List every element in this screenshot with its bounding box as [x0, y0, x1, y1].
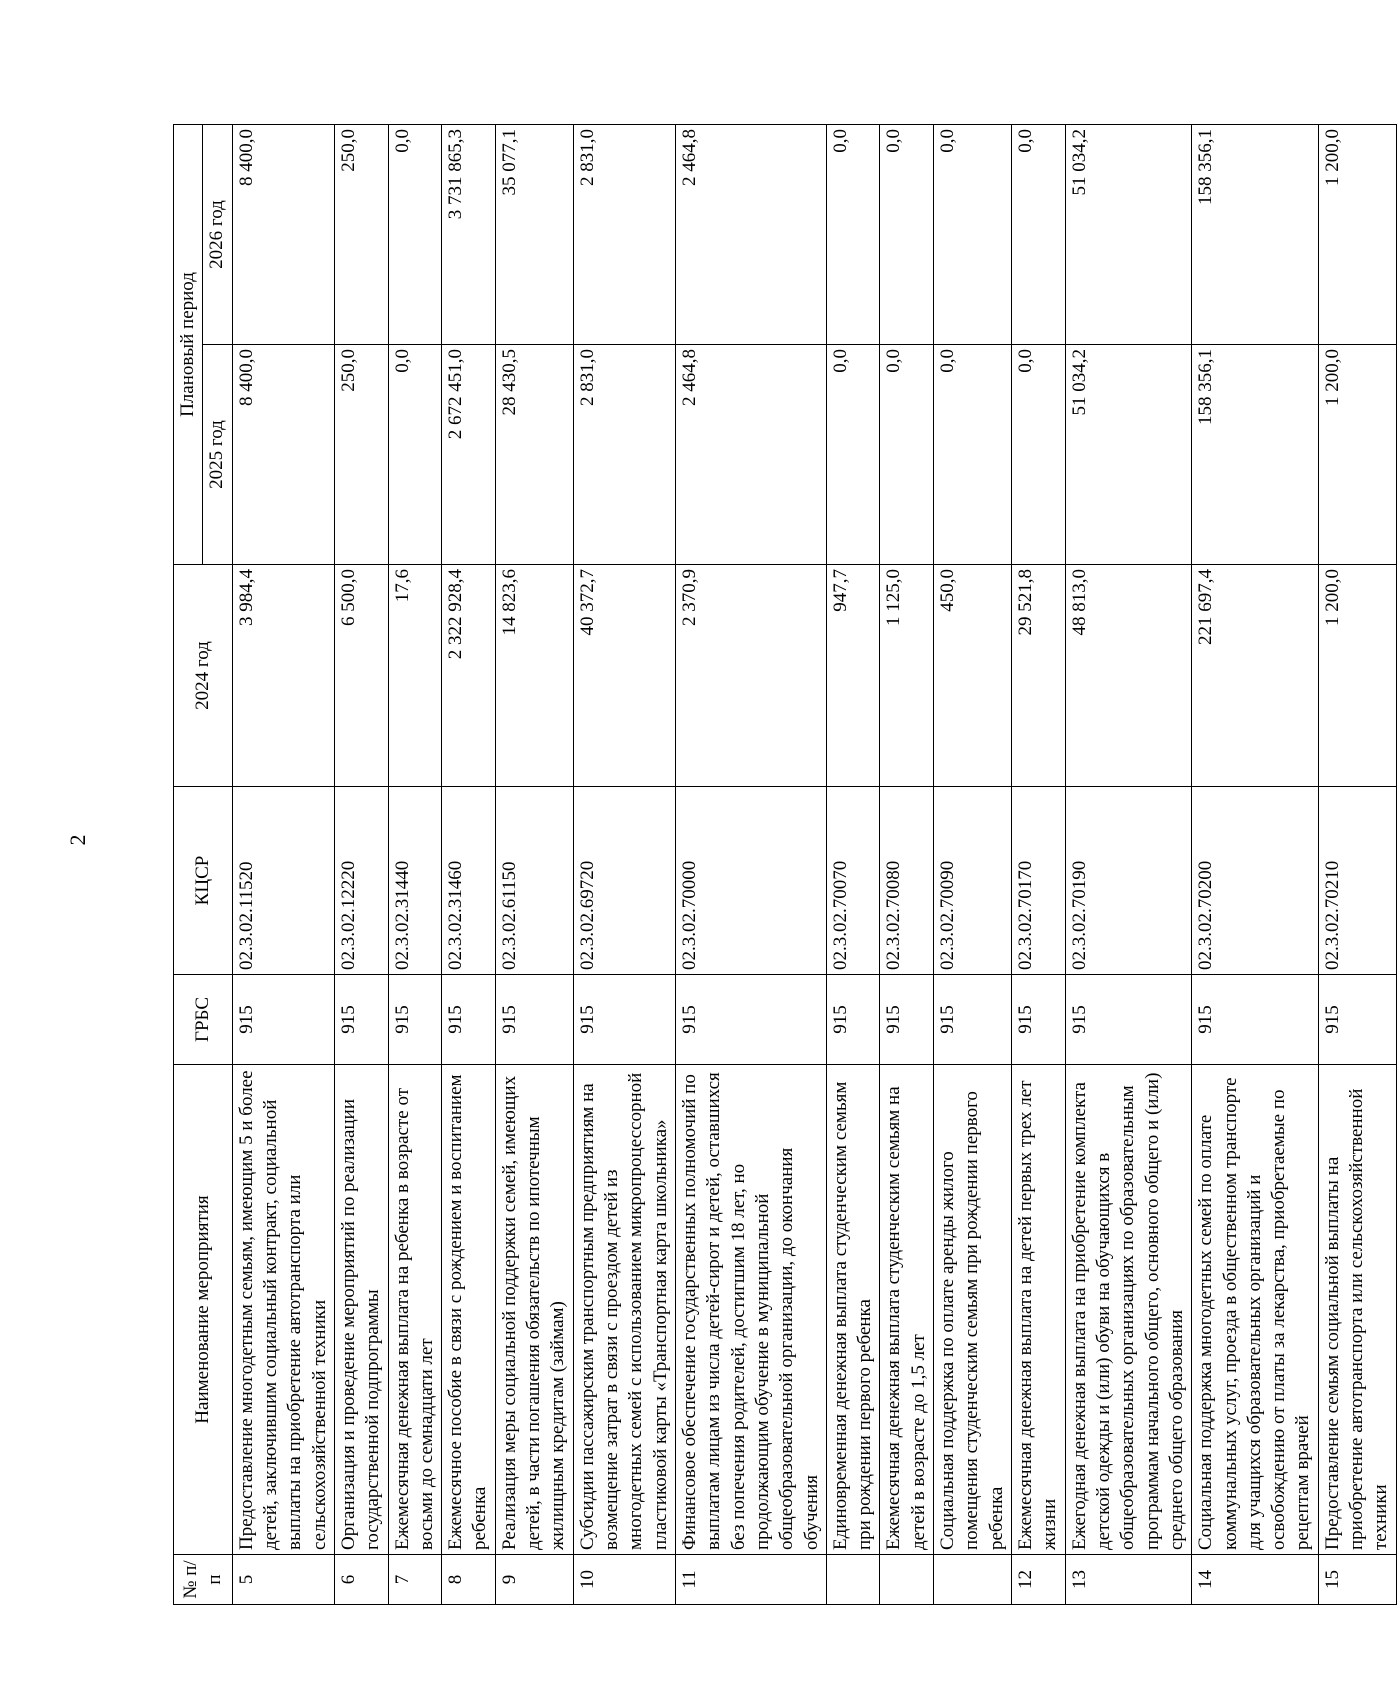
- row-num: 11: [675, 1555, 826, 1605]
- row-name: Социальная поддержка по оплате аренды жилого помещения студенческим семьям при рождении первого ребенка: [934, 1065, 1012, 1555]
- row-value-2025: 8 400,0: [232, 345, 334, 565]
- row-name: Субсидии пассажирским транспортным предприятиям на возмещение затрат в связи с проездом детей из многодетных семей с использованием микропроцессорной пластиковой карты «Транспортная карта школьника»: [573, 1065, 675, 1555]
- table-row: [232, 124, 334, 1604]
- row-value-2025: 0,0: [934, 345, 1012, 565]
- row-num: 5: [232, 1555, 334, 1605]
- row-value-2025: 1 200,0: [1318, 345, 1396, 565]
- row-value-2025: 2 464,8: [675, 345, 826, 565]
- table-row: [1318, 124, 1396, 1604]
- table-row: [388, 124, 442, 1604]
- row-name: Единовременная денежная выплата студенческим семьям при рождении первого ребенка: [826, 1065, 880, 1555]
- row-name: Ежемесячная денежная выплата на ребенка в возрасте от восьми до семнадцати лет: [388, 1065, 442, 1555]
- row-kcsr: 02.3.02.70170: [1012, 787, 1066, 975]
- header-2024: 2024 год: [174, 565, 233, 787]
- row-kcsr: 02.3.02.70000: [675, 787, 826, 975]
- row-value-2026: 51 034,2: [1065, 124, 1192, 344]
- row-value-2025: 2 831,0: [573, 345, 675, 565]
- row-grbs: 915: [1192, 975, 1319, 1065]
- row-num: 10: [573, 1555, 675, 1605]
- row-kcsr: 02.3.02.31460: [442, 787, 496, 975]
- row-num: [934, 1555, 1012, 1605]
- row-num: 7: [388, 1555, 442, 1605]
- row-value-2025: 158 356,1: [1192, 345, 1319, 565]
- row-grbs: 915: [334, 975, 388, 1065]
- row-num: 13: [1065, 1555, 1192, 1605]
- row-num: 14: [1192, 1555, 1319, 1605]
- row-value-2025: 51 034,2: [1065, 345, 1192, 565]
- table-row: [880, 124, 934, 1604]
- table-row: [675, 124, 826, 1604]
- row-value-2026: 250,0: [334, 124, 388, 344]
- row-value-2025: 2 672 451,0: [442, 345, 496, 565]
- row-grbs: 915: [934, 975, 1012, 1065]
- row-grbs: 915: [573, 975, 675, 1065]
- row-num: 15: [1318, 1555, 1396, 1605]
- table-header-row: [174, 124, 203, 1604]
- row-value-2026: 2 831,0: [573, 124, 675, 344]
- row-value-2025: 0,0: [388, 345, 442, 565]
- row-value-2026: 158 356,1: [1192, 124, 1319, 344]
- table-row: [1192, 124, 1319, 1604]
- table-row: [1065, 124, 1192, 1604]
- row-grbs: 915: [442, 975, 496, 1065]
- row-name: Предоставление многодетным семьям, имеющим 5 и более детей, заключившим социальный контракт, социальной выплаты на приобретение автотранспорта или сельскохозяйственной техники: [232, 1065, 334, 1555]
- row-value-2026: 0,0: [934, 124, 1012, 344]
- row-value-2026: 8 400,0: [232, 124, 334, 344]
- row-num: 12: [1012, 1555, 1066, 1605]
- row-value-2025: 0,0: [1012, 345, 1066, 565]
- row-value-2024: 48 813,0: [1065, 565, 1192, 787]
- row-num: [826, 1555, 880, 1605]
- row-value-2024: 17,6: [388, 565, 442, 787]
- row-name: Финансовое обеспечение государственных полномочий по выплатам лицам из числа детей-сирот и детей, оставшихся без попечения родителей, достигшим 18 лет, но продолжающим обучение в муниципальной общеобразовательной организации, до окончания обучения: [675, 1065, 826, 1555]
- header-grbs: ГРБС: [174, 975, 233, 1065]
- row-kcsr: 02.3.02.70080: [880, 787, 934, 975]
- row-grbs: 915: [232, 975, 334, 1065]
- row-num: 8: [442, 1555, 496, 1605]
- row-kcsr: 02.3.02.70190: [1065, 787, 1192, 975]
- row-value-2024: 29 521,8: [1012, 565, 1066, 787]
- row-value-2026: 3 731 865,3: [442, 124, 496, 344]
- row-grbs: 915: [826, 975, 880, 1065]
- row-kcsr: 02.3.02.70200: [1192, 787, 1319, 975]
- row-num: 9: [495, 1555, 573, 1605]
- row-value-2026: 2 464,8: [675, 124, 826, 344]
- row-kcsr: 02.3.02.11520: [232, 787, 334, 975]
- row-kcsr: 02.3.02.61150: [495, 787, 573, 975]
- row-value-2026: 35 077,1: [495, 124, 573, 344]
- table-row: [573, 124, 675, 1604]
- row-grbs: 915: [1012, 975, 1066, 1065]
- row-kcsr: 02.3.02.31440: [388, 787, 442, 975]
- header-plan-period: Плановый период: [174, 124, 203, 564]
- table-body: [232, 124, 1396, 1604]
- row-value-2024: 6 500,0: [334, 565, 388, 787]
- row-name: Ежемесячная денежная выплата студенческим семьям на детей в возрасте до 1,5 лет: [880, 1065, 934, 1555]
- row-value-2025: 0,0: [880, 345, 934, 565]
- row-name: Ежегодная денежная выплата на приобретение комплекта детской одежды и (или) обуви на обучающихся в общеобразовательных организациях по образовательным программам начального общего, основного общего и (или) среднего общего образования: [1065, 1065, 1192, 1555]
- row-value-2026: 0,0: [388, 124, 442, 344]
- row-name: Ежемесячное пособие в связи с рождением и воспитанием ребенка: [442, 1065, 496, 1555]
- row-num: 6: [334, 1555, 388, 1605]
- row-kcsr: 02.3.02.70070: [826, 787, 880, 975]
- row-kcsr: 02.3.02.70090: [934, 787, 1012, 975]
- row-name: Организация и проведение мероприятий по реализации государственной подпрограммы: [334, 1065, 388, 1555]
- table-row: [334, 124, 388, 1604]
- header-2026: 2026 год: [203, 124, 232, 344]
- row-kcsr: 02.3.02.69720: [573, 787, 675, 975]
- row-name: Предоставление семьям социальной выплаты на приобретение автотранспорта или сельскохозяйственной техники: [1318, 1065, 1396, 1555]
- row-num: [880, 1555, 934, 1605]
- table-row: [442, 124, 496, 1604]
- row-kcsr: 02.3.02.70210: [1318, 787, 1396, 975]
- page-number: 2: [65, 834, 90, 846]
- row-value-2024: 2 370,9: [675, 565, 826, 787]
- row-value-2025: 28 430,5: [495, 345, 573, 565]
- header-kcsr: КЦСР: [174, 787, 233, 975]
- table-row: [826, 124, 880, 1604]
- row-value-2025: 0,0: [826, 345, 880, 565]
- row-value-2026: 1 200,0: [1318, 124, 1396, 344]
- header-2025: 2025 год: [203, 345, 232, 565]
- row-grbs: 915: [495, 975, 573, 1065]
- row-grbs: 915: [1318, 975, 1396, 1065]
- row-value-2024: 947,7: [826, 565, 880, 787]
- budget-table: [173, 124, 1397, 1605]
- row-value-2024: 40 372,7: [573, 565, 675, 787]
- row-value-2024: 3 984,4: [232, 565, 334, 787]
- row-kcsr: 02.3.02.12220: [334, 787, 388, 975]
- row-value-2024: 1 200,0: [1318, 565, 1396, 787]
- row-value-2024: 221 697,4: [1192, 565, 1319, 787]
- row-value-2026: 0,0: [826, 124, 880, 344]
- table-row: [934, 124, 1012, 1604]
- header-num: № п/п: [174, 1555, 233, 1605]
- row-grbs: 915: [675, 975, 826, 1065]
- rotated-table-wrapper: [173, 125, 1392, 1605]
- row-name: Социальная поддержка многодетных семей по оплате коммунальных услуг, проезда в общественном транспорте для учащихся образовательных организаций и освобождению от платы за лекарства, приобретаемые по рецептам врачей: [1192, 1065, 1319, 1555]
- row-value-2024: 1 125,0: [880, 565, 934, 787]
- row-grbs: 915: [880, 975, 934, 1065]
- table-row: [1012, 124, 1066, 1604]
- header-name: Наименование мероприятия: [174, 1065, 233, 1555]
- row-grbs: 915: [388, 975, 442, 1065]
- table-row: [495, 124, 573, 1604]
- row-value-2024: 450,0: [934, 565, 1012, 787]
- row-name: Реализация меры социальной поддержки семей, имеющих детей, в части погашения обязательств по ипотечным жилищным кредитам (займам): [495, 1065, 573, 1555]
- row-value-2026: 0,0: [880, 124, 934, 344]
- row-value-2024: 2 322 928,4: [442, 565, 496, 787]
- row-value-2024: 14 823,6: [495, 565, 573, 787]
- row-value-2025: 250,0: [334, 345, 388, 565]
- row-value-2026: 0,0: [1012, 124, 1066, 344]
- row-name: Ежемесячная денежная выплата на детей первых трех лет жизни: [1012, 1065, 1066, 1555]
- row-grbs: 915: [1065, 975, 1192, 1065]
